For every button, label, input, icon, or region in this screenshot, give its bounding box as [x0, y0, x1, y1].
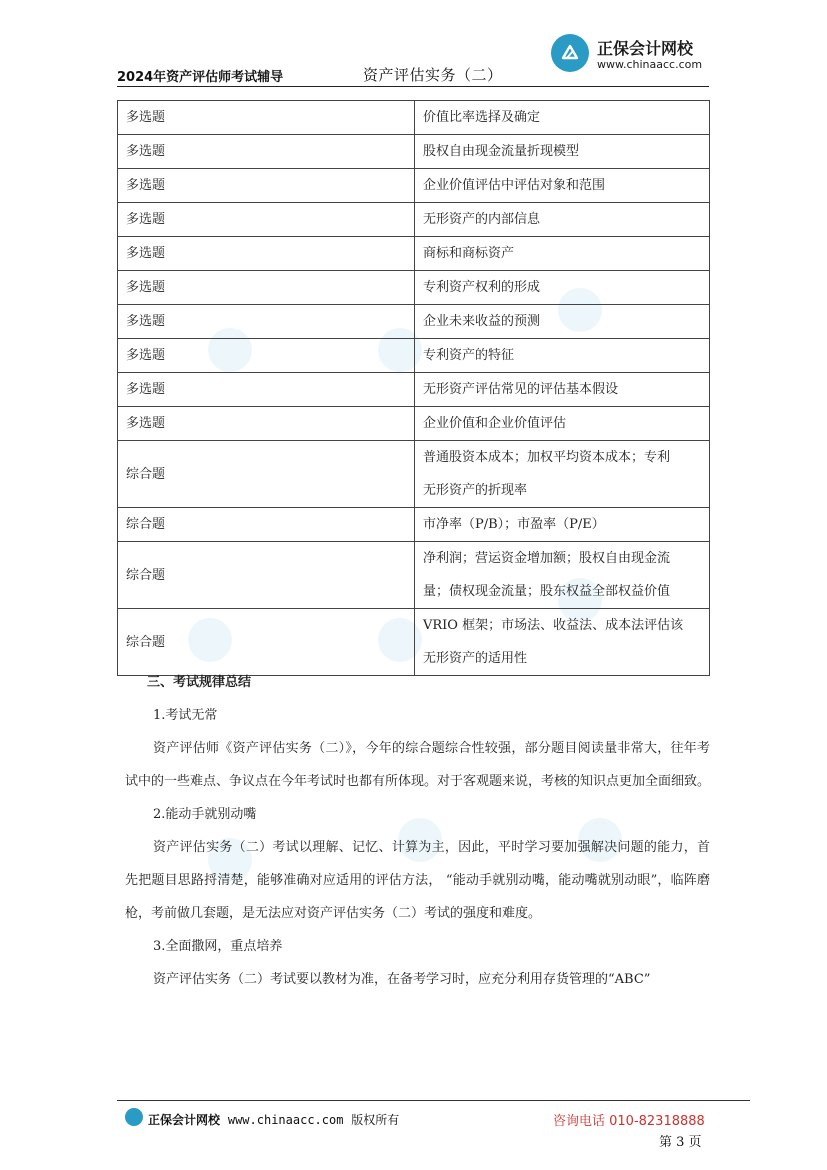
question-type-cell: 综合题: [118, 441, 415, 508]
knowledge-point-cell: 无形资产评估常见的评估基本假设: [415, 373, 710, 407]
brand-logo[interactable]: [551, 32, 711, 80]
exam-topic-table: [117, 100, 710, 676]
table-row: [118, 542, 710, 609]
table-row: [118, 135, 710, 169]
table-row: [118, 441, 710, 508]
header-divider: [117, 86, 709, 87]
footer-url-link[interactable]: www.chinaacc.com: [227, 1113, 344, 1127]
knowledge-point-line: 普通股资本成本；加权平均资本成本；专利: [423, 450, 671, 465]
table-row: [118, 305, 710, 339]
body-paragraph: 资产评估师《资产评估实务（二）》，今年的综合题综合性较强，部分题目阅读量非常大，往年考试中的一些难点、争议点在今年考试时也都有所体现。对于客观题来说，考核的知识点更加全面细致。: [125, 741, 711, 789]
logo-brand-name: 正保会计网校: [597, 39, 694, 58]
knowledge-point-line: VRIO 框架；市场法、收益法、成本法评估该: [423, 618, 684, 633]
section-heading: 三、考试规律总结: [147, 675, 252, 690]
knowledge-point-cell: [415, 441, 710, 508]
page-header: [117, 30, 709, 84]
knowledge-point-cell: 企业价值和企业价值评估: [415, 407, 710, 441]
table-row: [118, 271, 710, 305]
knowledge-point-cell: 企业未来收益的预测: [415, 305, 710, 339]
question-type-cell: 多选题: [118, 203, 415, 237]
question-type-cell: 综合题: [118, 508, 415, 542]
knowledge-point-cell: 企业价值评估中评估对象和范围: [415, 169, 710, 203]
knowledge-point-line: 净利润；营运资金增加额；股权自由现金流: [423, 551, 671, 566]
footer-logo-icon: [125, 1108, 143, 1126]
table-row: [118, 101, 710, 135]
table-row: [118, 237, 710, 271]
question-type-cell: 多选题: [118, 101, 415, 135]
footer-rights: 版权所有: [351, 1113, 400, 1127]
body-paragraph: 资产评估实务（二）考试以理解、记忆、计算为主，因此，平时学习要加强解决问题的能力，首先把题目思路捋清楚，能够准确对应适用的评估方法， “能动手就别动嘴，能动嘴就别动眼”，临阵磨枪，考前做几套题，是无法应对资产评估实务（二）考试的强度和难度。: [125, 840, 710, 921]
footer-brand-name: 正保会计网校: [148, 1113, 221, 1127]
question-type-cell: 多选题: [118, 305, 415, 339]
footer-divider: [117, 1100, 750, 1101]
question-type-cell: 多选题: [118, 237, 415, 271]
footer-brand[interactable]: [148, 1111, 399, 1128]
question-type-cell: 多选题: [118, 135, 415, 169]
knowledge-point-line: 无形资产的适用性: [423, 651, 528, 666]
knowledge-point-cell: 专利资产权利的形成: [415, 271, 710, 305]
logo-brand-url: www.chinaacc.com: [597, 58, 703, 71]
table-row: [118, 203, 710, 237]
summary-section: [125, 666, 710, 996]
knowledge-point-cell: 商标和商标资产: [415, 237, 710, 271]
knowledge-point-cell: 股权自由现金流量折现模型: [415, 135, 710, 169]
logo-emblem-icon: [551, 34, 589, 72]
table-row: [118, 508, 710, 542]
footer-hotline: 咨询电话 010-82318888: [553, 1114, 705, 1129]
question-type-cell: 多选题: [118, 339, 415, 373]
subsection-heading: 3.全面撒网，重点培养: [153, 939, 283, 954]
table-row: [118, 373, 710, 407]
knowledge-point-cell: 无形资产的内部信息: [415, 203, 710, 237]
table-row: [118, 339, 710, 373]
table-row: [118, 407, 710, 441]
question-type-cell: 综合题: [118, 542, 415, 609]
knowledge-point-cell: 价值比率选择及确定: [415, 101, 710, 135]
question-type-cell: 综合题: [118, 609, 415, 676]
question-type-cell: 多选题: [118, 373, 415, 407]
subsection-heading: 1.考试无常: [153, 708, 218, 723]
knowledge-point-line: 量；债权现金流量；股东权益全部权益价值: [423, 584, 671, 599]
header-doc-title: 2024年资产评估师考试辅导: [117, 70, 284, 85]
knowledge-point-cell: 市净率（P/B）；市盈率（P/E）: [415, 508, 710, 542]
table-row: [118, 169, 710, 203]
subsection-heading: 2.能动手就别动嘴: [153, 807, 257, 822]
knowledge-point-cell: 专利资产的特征: [415, 339, 710, 373]
knowledge-point-cell: [415, 542, 710, 609]
question-type-cell: 多选题: [118, 271, 415, 305]
header-subject-title: 资产评估实务（二）: [363, 66, 503, 84]
question-type-cell: 多选题: [118, 169, 415, 203]
body-paragraph: 资产评估实务（二）考试要以教材为准，在备考学习时，应充分利用存货管理的“ABC”: [153, 972, 651, 987]
page-number: 第 3 页: [659, 1135, 702, 1150]
question-type-cell: 多选题: [118, 407, 415, 441]
knowledge-point-line: 无形资产的折现率: [423, 483, 528, 498]
